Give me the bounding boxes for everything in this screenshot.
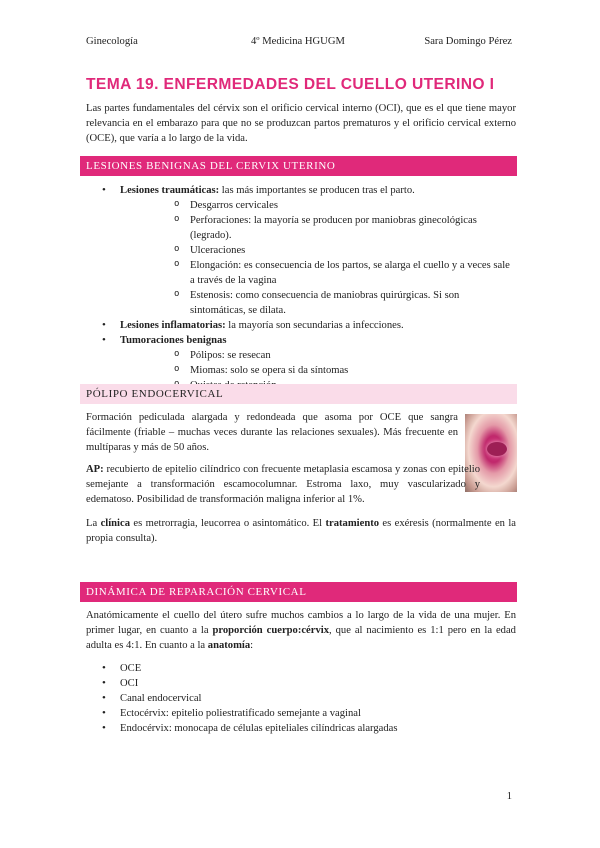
page-header — [86, 34, 512, 50]
text-run: : — [250, 640, 254, 652]
lesiones-list — [86, 183, 516, 393]
list-item: • Ectocérvix: epitelio poliestratificado semejante a vaginal — [86, 706, 516, 721]
text-run: Anatómicamente el cuello del útero sufre muchos cambios a lo largo de la vida de una mujer. En primer lugar, en cuanto a la — [86, 610, 516, 637]
header-author: Sara Domingo Pérez — [424, 36, 512, 47]
list-item: o Perforaciones: la mayoría se producen por maniobras ginecológicas (legrado). — [120, 213, 516, 243]
text-run: es metrorragia, leucorrea o asintomático. El — [130, 518, 326, 529]
ap-text: recubierto de epitelio cilíndrico con frecuente metaplasia escamosa y zonas con epitelio semejante a transformación escamocolumnar. Estroma laxo, muy vascularizado y edematoso. Posibilidad de transformación maligna inferior al 1%. — [86, 464, 480, 506]
item-label: Tumoraciones benignas — [120, 335, 227, 347]
bold-term: clínica — [100, 518, 130, 529]
page-number: 1 — [506, 791, 512, 802]
list-item: o Ulceraciones — [120, 243, 516, 258]
bold-term: tratamiento — [325, 518, 380, 529]
header-course: 4º Medicina HGUGM — [251, 36, 345, 47]
polyp-shape — [487, 442, 507, 456]
header-subject: Ginecología — [86, 36, 138, 47]
section-heading-lesiones-benignas: LESIONES BENIGNAS DEL CERVIX UTERINO — [80, 156, 517, 176]
list-item: • OCE — [86, 661, 516, 676]
section-heading-dinamica: DINÁMICA DE REPARACIÓN CERVICAL — [80, 582, 517, 602]
list-item — [86, 318, 516, 333]
text-run: , que al nacimiento es 1:1 pero en la edad adulta es 4:1. En cuanto a la — [86, 625, 516, 652]
ap-label: AP: — [86, 464, 104, 475]
list-item: • Endocérvix: monocapa de células epiteliales cilíndricas alargadas — [86, 721, 516, 736]
list-item: o Pólipos: se resecan — [120, 348, 516, 363]
list-item: • Canal endocervical — [86, 691, 516, 706]
text-run: La — [86, 518, 101, 529]
clinica-paragraph — [86, 516, 516, 546]
list-item: o Elongación: es consecuencia de los partos, se alarga el cuello y a veces sale a través de la vagina — [120, 258, 516, 288]
item-label: Lesiones inflamatorias: — [120, 320, 226, 332]
polipo-description: Formación pediculada alargada y redondeada que asoma por OCE que sangra fácilmente (friable – muchas veces durante las relaciones sexuales). Más frecuente en multíparas y más de 50 años. — [86, 412, 458, 454]
ap-paragraph — [86, 462, 480, 507]
list-item — [86, 183, 516, 318]
list-item: o Estenosis: como consecuencia de maniobras quirúrgicas. Si son sintomáticas, se dilata. — [120, 288, 516, 318]
bold-term: proporción cuerpo:cérvix — [212, 625, 330, 637]
document-title: TEMA 19. ENFERMEDADES DEL CUELLO UTERINO I — [86, 76, 495, 93]
item-label: Lesiones traumáticas: — [120, 185, 220, 196]
item-text: las más importantes se producen tras el parto. — [219, 185, 415, 196]
item-text: la mayoría son secundarias a infecciones. — [225, 320, 404, 332]
list-item: o Desgarros cervicales — [120, 198, 516, 213]
bold-term: anatomía — [207, 640, 251, 652]
section-heading-polipo: PÓLIPO ENDOCERVICAL — [80, 384, 517, 404]
list-item: • OCI — [86, 676, 516, 691]
sublist-traumaticas — [120, 198, 516, 318]
intro-paragraph: Las partes fundamentales del cérvix son el orificio cervical interno (OCI), que es el que tiene mayor relevancia en el embarazo para que no se produzcan partos prematuros y el orificio cervical externo (OCE), que varía a lo largo de la vida. — [86, 103, 516, 145]
anatomia-list — [86, 661, 516, 736]
text-run: es exéresis (normalmente en la propia consulta). — [86, 518, 516, 545]
dinamica-paragraph — [86, 608, 516, 653]
list-item: o Miomas: solo se opera si da síntomas — [120, 363, 516, 378]
